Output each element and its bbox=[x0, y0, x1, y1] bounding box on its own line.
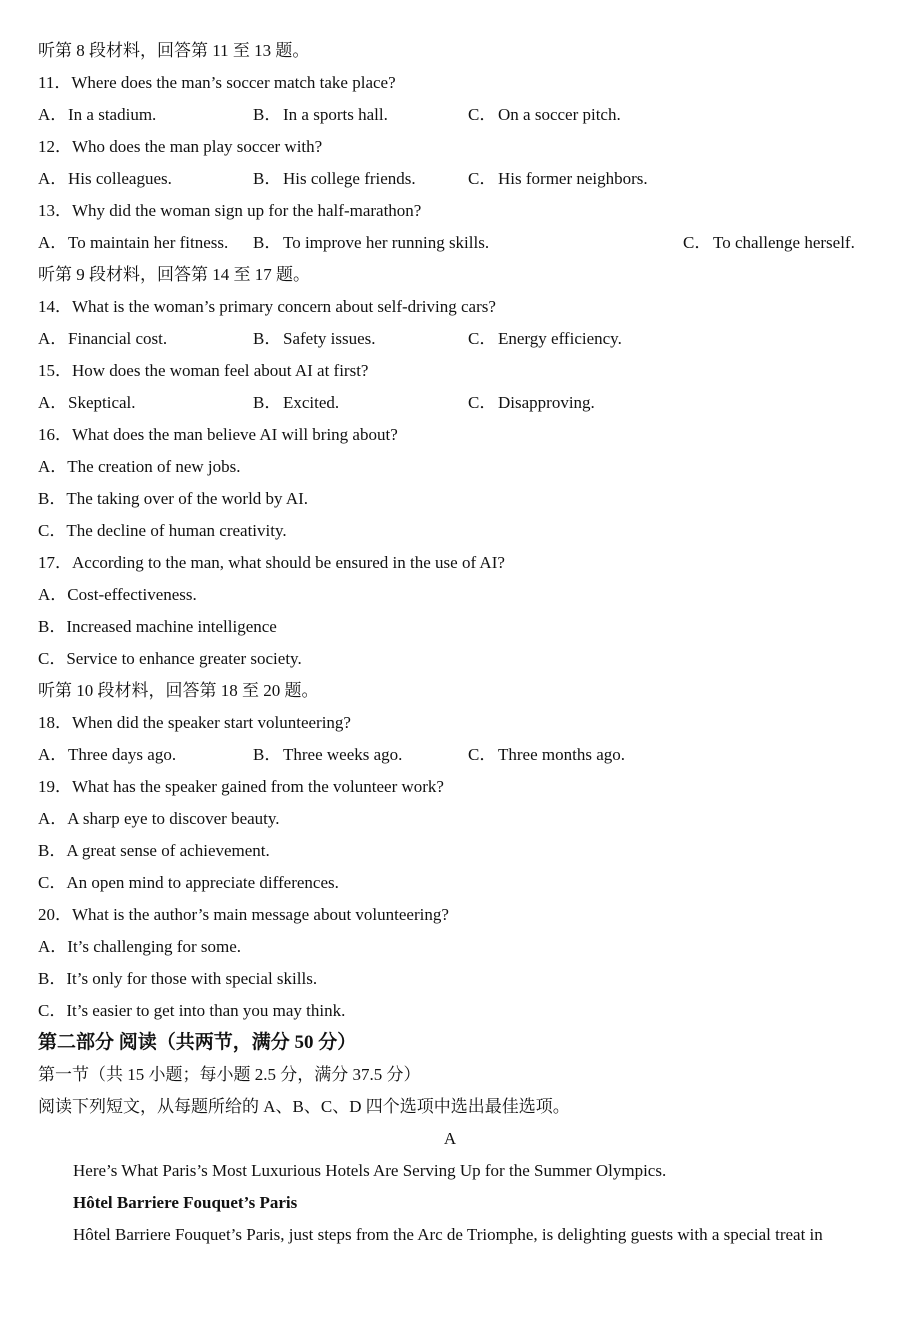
question-20: 20．What is the author’s main message about volunteering? bbox=[38, 905, 449, 924]
option-line: C．Service to enhance greater society. bbox=[38, 649, 302, 668]
section-instruction: 听第 8 段材料，回答第 11 至 13 题。 bbox=[38, 41, 310, 60]
option-c: C．Energy efficiency. bbox=[468, 329, 622, 348]
section-instruction: 听第 10 段材料，回答第 18 至 20 题。 bbox=[38, 681, 319, 700]
passage-title: Here’s What Paris’s Most Luxurious Hotels Are Serving Up for the Summer Olympics. bbox=[73, 1161, 667, 1180]
options-14 bbox=[38, 323, 880, 355]
option-line: B．Increased machine intelligence bbox=[38, 617, 277, 636]
question-12: 12．Who does the man play soccer with? bbox=[38, 137, 323, 156]
options-12 bbox=[38, 163, 880, 195]
option-line: C．An open mind to appreciate differences. bbox=[38, 873, 339, 892]
option-a: A．Three days ago. bbox=[38, 745, 177, 764]
option-b: B．His college friends. bbox=[253, 169, 416, 188]
option-b: B．To improve her running skills. bbox=[253, 233, 490, 252]
option-c: C．To challenge herself. bbox=[683, 233, 855, 252]
option-line: B．The taking over of the world by AI. bbox=[38, 489, 309, 508]
option-b: B．Excited. bbox=[253, 393, 340, 412]
option-c: C．Disapproving. bbox=[468, 393, 595, 412]
question-16: 16．What does the man believe AI will bring about? bbox=[38, 425, 398, 444]
option-a: A．Financial cost. bbox=[38, 329, 168, 348]
section-instruction: 听第 9 段材料，回答第 14 至 17 题。 bbox=[38, 265, 310, 284]
option-c: C．His former neighbors. bbox=[468, 169, 648, 188]
reading-instruction: 阅读下列短文，从每题所给的 A、B、C、D 四个选项中选出最佳选项。 bbox=[38, 1097, 570, 1116]
options-11 bbox=[38, 99, 880, 131]
passage-subheading: Hôtel Barriere Fouquet’s Paris bbox=[73, 1193, 298, 1212]
option-a: A．To maintain her fitness. bbox=[38, 233, 229, 252]
option-line: C．It’s easier to get into than you may think. bbox=[38, 1001, 346, 1020]
option-line: B．It’s only for those with special skills. bbox=[38, 969, 318, 988]
option-line: A．It’s challenging for some. bbox=[38, 937, 242, 956]
option-b: B．Three weeks ago. bbox=[253, 745, 403, 764]
option-c: C．Three months ago. bbox=[468, 745, 625, 764]
options-15 bbox=[38, 387, 880, 419]
option-line: A．The creation of new jobs. bbox=[38, 457, 241, 476]
option-line: A．A sharp eye to discover beauty. bbox=[38, 809, 280, 828]
passage-body: Hôtel Barriere Fouquet’s Paris, just steps from the Arc de Triomphe, is delighting guests with a special treat in bbox=[73, 1225, 823, 1244]
question-14: 14．What is the woman’s primary concern about self-driving cars? bbox=[38, 297, 496, 316]
option-line: B．A great sense of achievement. bbox=[38, 841, 270, 860]
option-a: A．In a stadium. bbox=[38, 105, 157, 124]
option-c: C．On a soccer pitch. bbox=[468, 105, 621, 124]
question-15: 15．How does the woman feel about AI at first? bbox=[38, 361, 369, 380]
option-b: B．Safety issues. bbox=[253, 329, 376, 348]
options-13 bbox=[38, 227, 880, 259]
question-17: 17．According to the man, what should be ensured in the use of AI? bbox=[38, 553, 505, 572]
option-a: A．His colleagues. bbox=[38, 169, 172, 188]
option-b: B．In a sports hall. bbox=[253, 105, 388, 124]
options-18 bbox=[38, 739, 880, 771]
option-line: A．Cost-effectiveness. bbox=[38, 585, 197, 604]
question-13: 13．Why did the woman sign up for the half-marathon? bbox=[38, 201, 422, 220]
option-a: A．Skeptical. bbox=[38, 393, 136, 412]
option-line: C．The decline of human creativity. bbox=[38, 521, 287, 540]
question-11: 11．Where does the man’s soccer match take place? bbox=[38, 73, 396, 92]
passage-letter: A bbox=[443, 1129, 457, 1148]
question-18: 18．When did the speaker start volunteering? bbox=[38, 713, 351, 732]
question-19: 19．What has the speaker gained from the volunteer work? bbox=[38, 777, 444, 796]
part-two-heading: 第二部分 阅读（共两节，满分 50 分） bbox=[38, 1032, 357, 1053]
section-one-heading: 第一节（共 15 小题；每小题 2.5 分，满分 37.5 分） bbox=[38, 1065, 421, 1084]
